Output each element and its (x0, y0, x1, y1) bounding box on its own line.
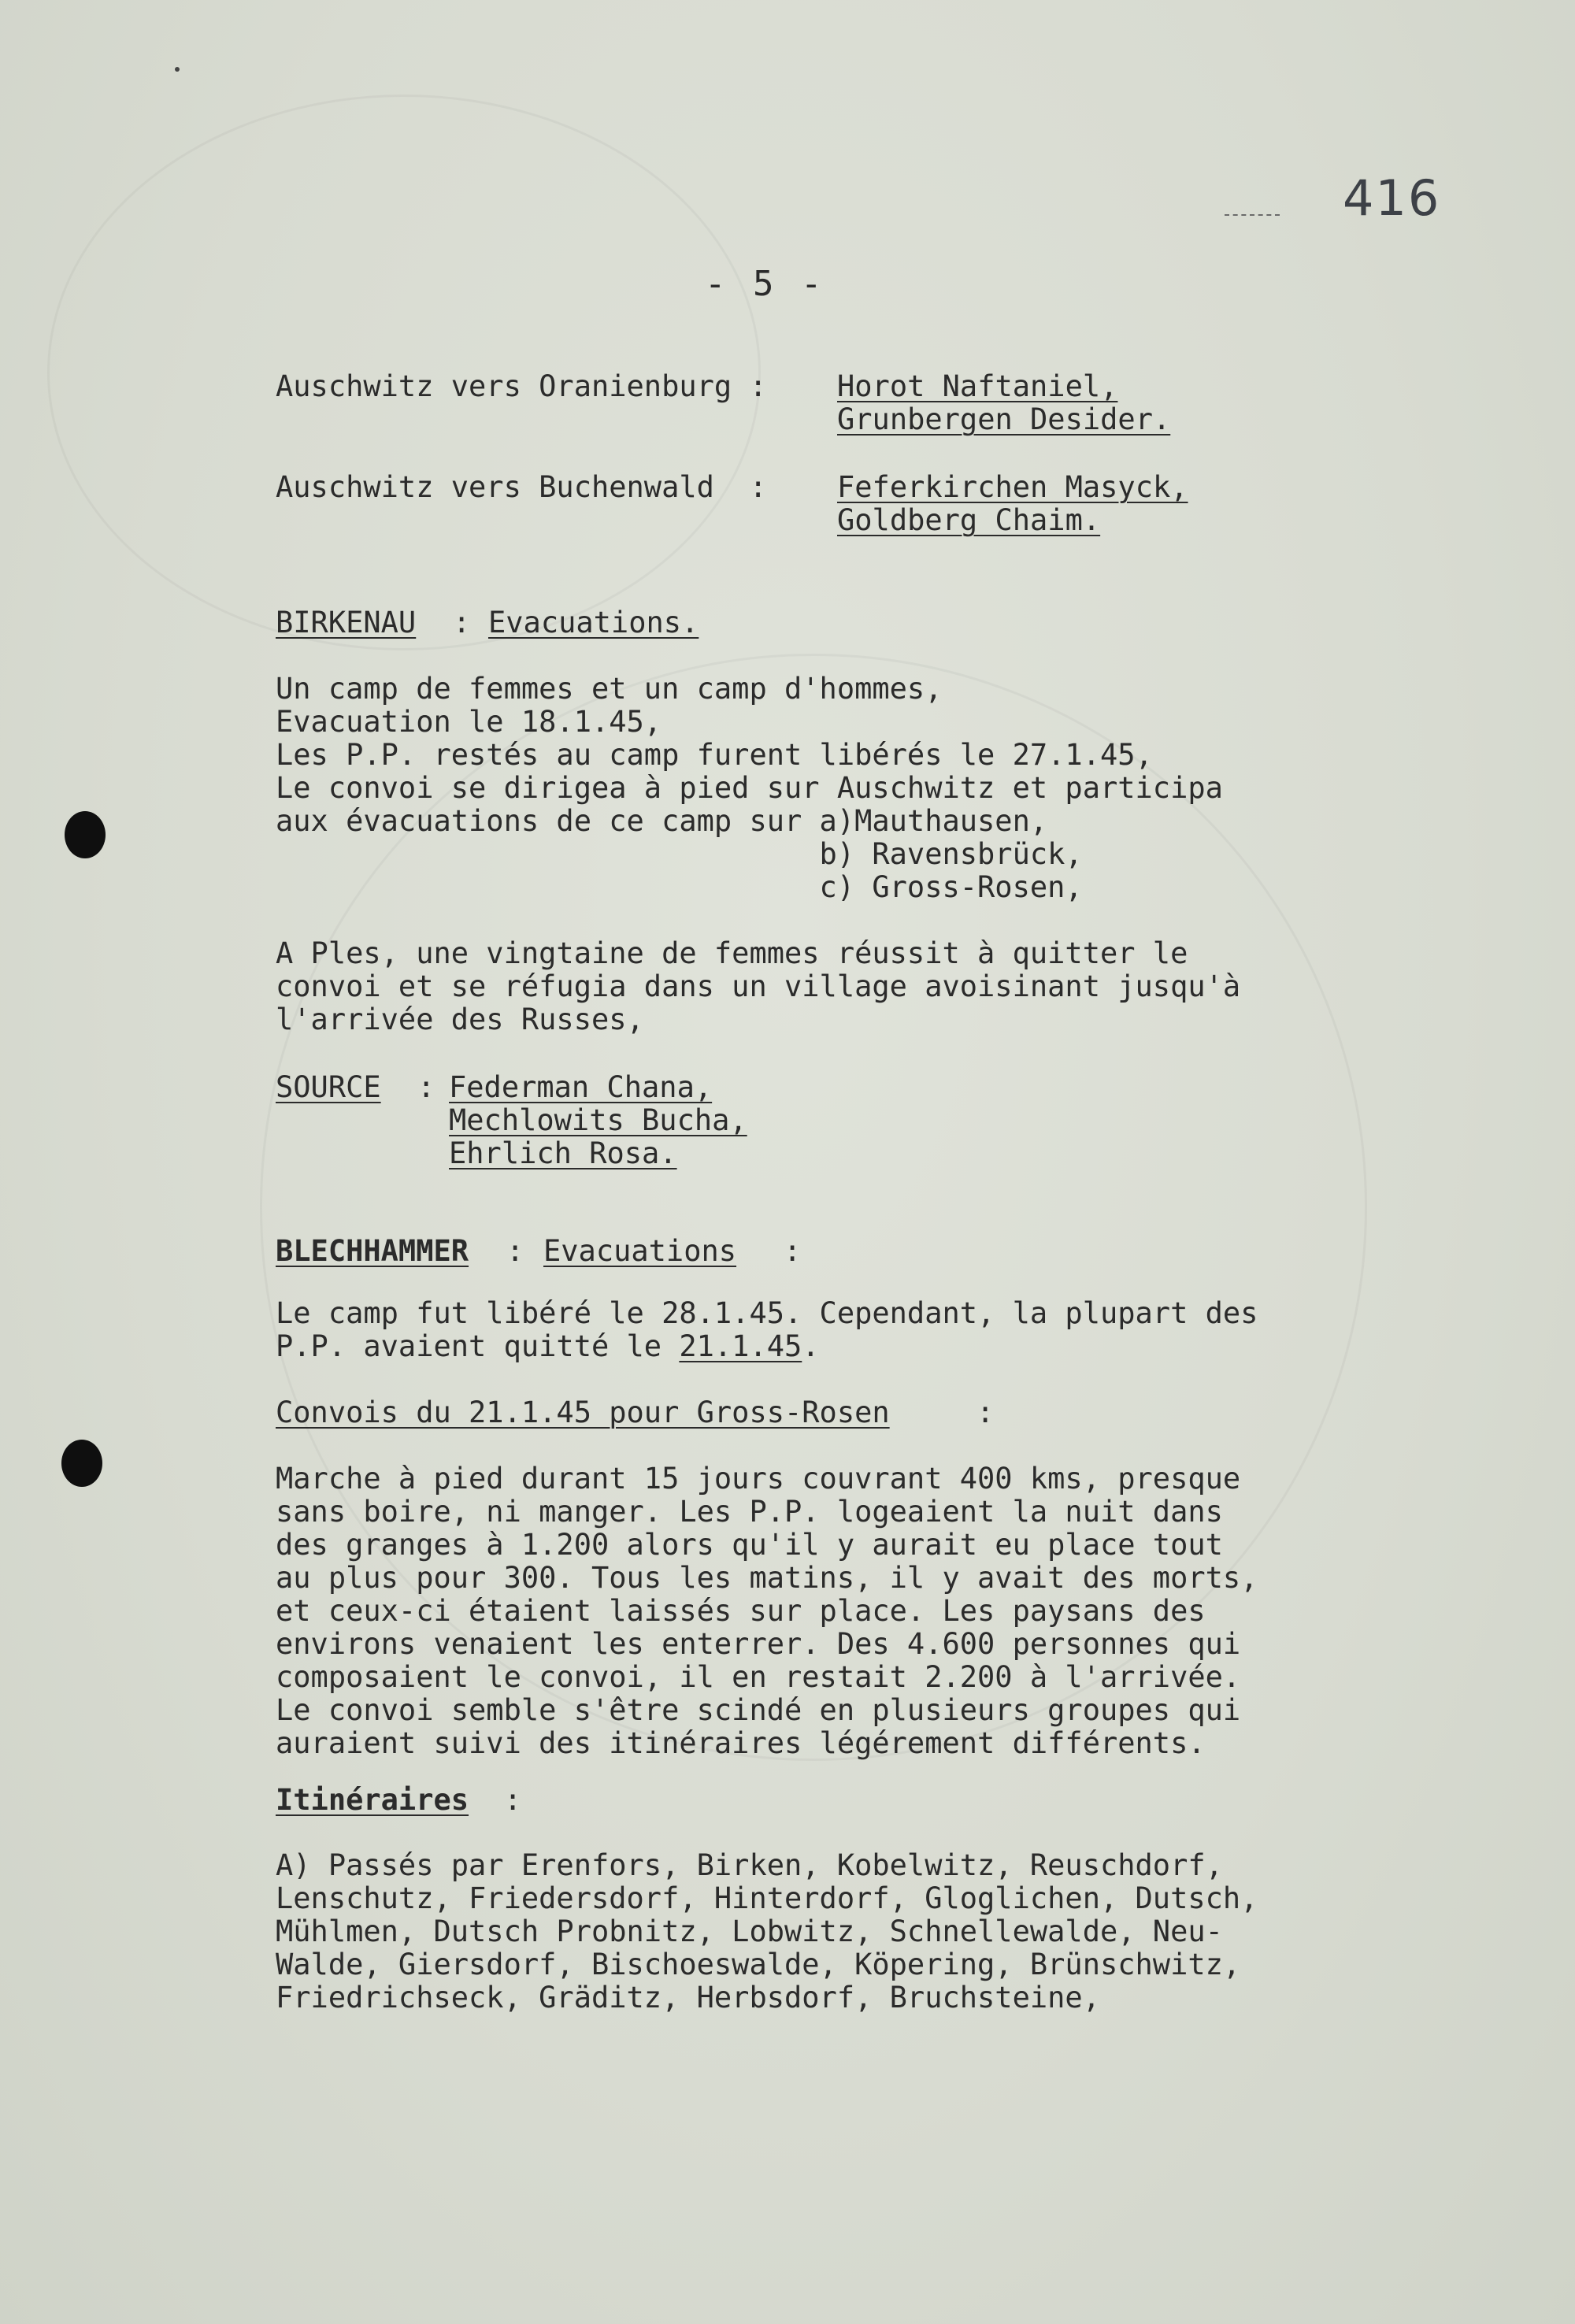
paragraph-line: A Ples, une vingtaine de femmes réussit à quitter le (276, 936, 1188, 970)
source-name: Mechlowits Bucha, (449, 1103, 747, 1137)
paragraph-line: aux évacuations de ce camp sur a)Mauthausen, (276, 804, 1048, 838)
page-number-dash (1225, 214, 1280, 216)
transfer-name: Goldberg Chaim. (837, 503, 1101, 537)
source-name: Ehrlich Rosa. (449, 1136, 677, 1170)
transfer-name: Grunbergen Desider. (837, 402, 1171, 436)
section-separator: : (784, 1234, 802, 1268)
paragraph-line: des granges à 1.200 alors qu'il y aurait eu place tout (276, 1528, 1223, 1562)
paragraph-line: A) Passés par Erenfors, Birken, Kobelwitz, Reuschdorf, (276, 1848, 1223, 1882)
paragraph-line: Marche à pied durant 15 jours couvrant 400 kms, presque (276, 1462, 1241, 1496)
document-page-title: - 5 - (705, 264, 825, 304)
paragraph-line: composaient le convoi, il en restait 2.200 à l'arrivée. (276, 1660, 1241, 1694)
paragraph-line: sans boire, ni manger. Les P.P. logeaient la nuit dans (276, 1495, 1223, 1529)
itineraries-separator: : (504, 1783, 522, 1817)
section-separator: : (453, 606, 471, 639)
transfer-label: Auschwitz vers Buchenwald : (276, 470, 767, 504)
punch-hole (61, 1440, 102, 1487)
convoy-separator: : (976, 1396, 995, 1429)
paragraph-line: convoi et se réfugia dans un village avoisinant jusqu'à (276, 969, 1241, 1003)
transfer-label: Auschwitz vers Oranienburg : (276, 369, 767, 403)
section-separator: : (506, 1234, 524, 1268)
itineraries-heading: Itinéraires (276, 1783, 469, 1817)
paragraph-line: b) Ravensbrück, (276, 837, 1083, 871)
paragraph-line: Lenschutz, Friedersdorf, Hinterdorf, Gloglichen, Dutsch, (276, 1881, 1258, 1915)
paragraph-line: l'arrivée des Russes, (276, 1003, 644, 1036)
paragraph-line: Mühlmen, Dutsch Probnitz, Lobwitz, Schnellewalde, Neu- (276, 1914, 1223, 1948)
paragraph-line: Walde, Giersdorf, Bischoeswalde, Köpering, Brünschwitz, (276, 1948, 1241, 1981)
paragraph-line: c) Gross-Rosen, (276, 870, 1083, 904)
punch-hole (65, 811, 106, 858)
transfer-name: Feferkirchen Masyck, (837, 470, 1188, 504)
paragraph-line: Un camp de femmes et un camp d'hommes, (276, 672, 943, 706)
section-heading-birkenau: BIRKENAU (276, 606, 417, 639)
paragraph-line: auraient suivi des itinéraires légérement différents. (276, 1726, 1206, 1760)
paragraph-line: et ceux-ci étaient laissés sur place. Les paysans des (276, 1594, 1206, 1628)
paragraph-line: au plus pour 300. Tous les matins, il y avait des morts, (276, 1561, 1258, 1595)
paragraph-line: Le camp fut libéré le 28.1.45. Cependant, la plupart des (276, 1296, 1258, 1330)
line-prefix: P.P. avaient quitté le (276, 1329, 680, 1363)
section-heading-blechhammer: BLECHHAMMER (276, 1234, 469, 1268)
section-subheading: Evacuations. (488, 606, 699, 639)
paragraph-line: Le convoi se dirigea à pied sur Auschwitz et participa (276, 771, 1223, 805)
page-number: 416 (1343, 169, 1441, 227)
paragraph-line: environs venaient les enterrer. Des 4.600 personnes qui (276, 1627, 1241, 1661)
underlined-date: 21.1.45 (679, 1329, 802, 1363)
line-suffix: . (802, 1329, 820, 1363)
paragraph-line: Friedrichseck, Gräditz, Herbsdorf, Bruchsteine, (276, 1981, 1100, 2015)
source-name: Federman Chana, (449, 1070, 713, 1104)
source-label: SOURCE (276, 1070, 381, 1104)
paragraph-line: Les P.P. restés au camp furent libérés le 27.1.45, (276, 738, 1153, 772)
paragraph-line: Le convoi semble s'être scindé en plusieurs groupes qui (276, 1693, 1241, 1727)
paragraph-line (276, 1330, 820, 1363)
transfer-name: Horot Naftaniel, (837, 369, 1118, 403)
section-subheading: Evacuations (543, 1234, 737, 1268)
convoy-heading: Convois du 21.1.45 pour Gross-Rosen (276, 1396, 890, 1429)
source-separator: : (417, 1070, 435, 1104)
paragraph-line: Evacuation le 18.1.45, (276, 705, 662, 739)
speck (175, 67, 180, 72)
